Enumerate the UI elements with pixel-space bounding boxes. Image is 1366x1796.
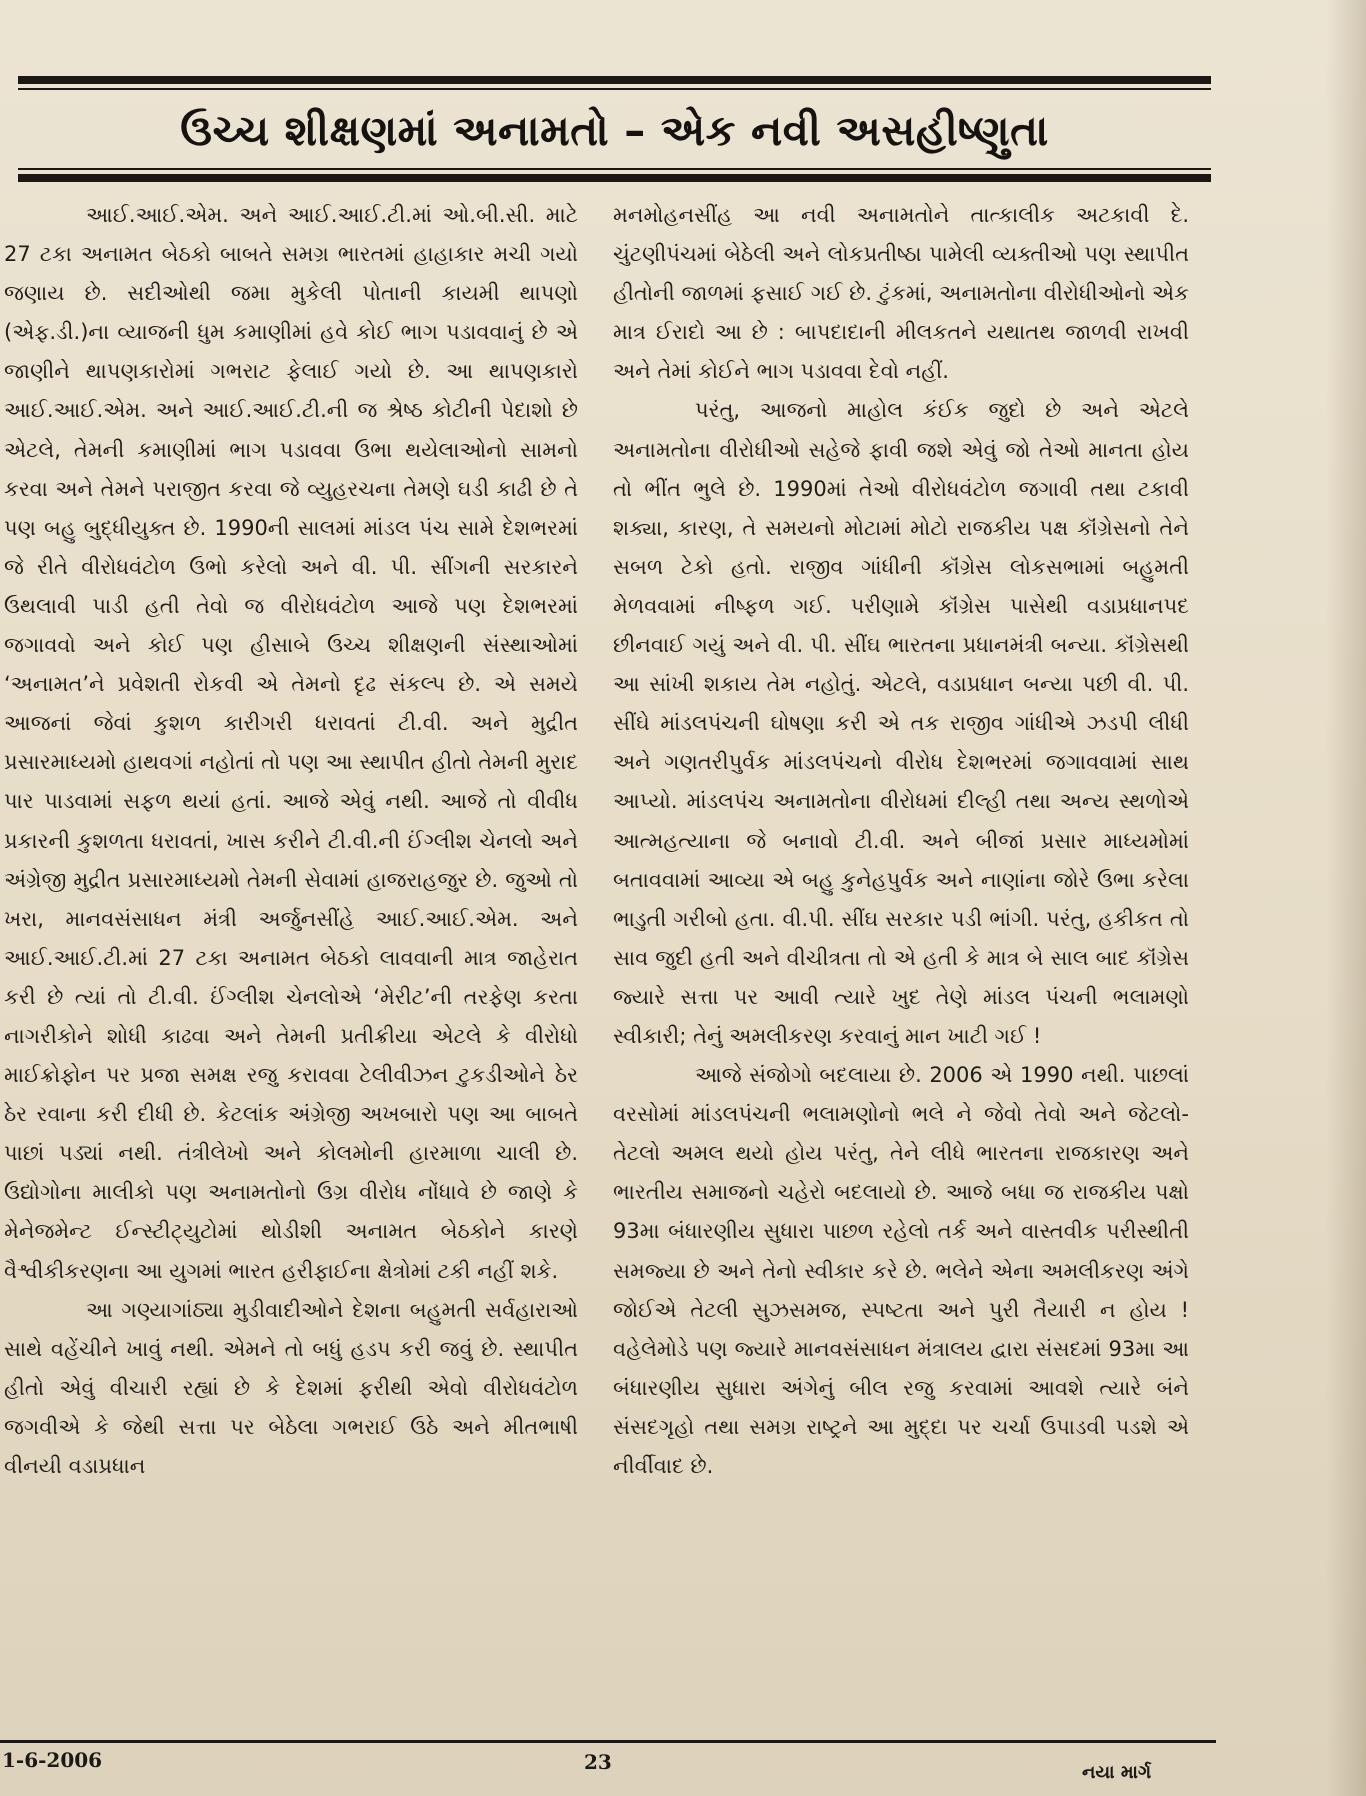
left-column bbox=[4, 196, 578, 1486]
right-paragraph-3: આજે સંજોગો બદલાયા છે. 2006 એ 1990 નથી. પાછલાં વરસોમાં માંડલપંચની ભલામણોનો ભલે ને જેવો તેવો અને જેટલો-તેટલો અમલ થયો હોય પરંતુ, તેને લીધે ભારતના રાજકારણ અને ભારતીય સમાજનો ચહેરો બદલાયો છે. આજે બધા જ રાજકીય પક્ષો 93મા બંધારણીય સુધારા પાછળ રહેલો તર્ક અને વાસ્તવીક પરીસ્થીતી સમજ્યા છે અને તેનો સ્વીકાર કરે છે. ભલેને એના અમલીકરણ અંગે જોઈએ તેટલી સુઝસમજ, સ્પષ્ટતા અને પુરી તૈયારી ન હોય ! વહેલેમોડે પણ જ્યારે માનવસંસાધન મંત્રાલય દ્વારા સંસદમાં 93મા આ બંધારણીય સુધારા અંગેનું બીલ રજુ કરવામાં આવશે ત્યારે બંને સંસદગૃહો તથા સમગ્ર રાષ્ટ્રને આ મુદ્દા પર ચર્ચા ઉપાડવી પડશે એ નીર્વીવાદ છે. bbox=[613, 1063, 1189, 1478]
left-paragraph-1: આઈ.આઈ.એમ. અને આઈ.આઈ.ટી.માં ઓ.બી.સી. માટે 27 ટકા અનામત બેઠકો બાબતે સમગ્ર ભારતમાં હાહાકાર મચી ગયો જણાય છે. સદીઓથી જમા મુકેલી પોતાની કાયમી થાપણો (એફ.ડી.)ના વ્યાજની ધુમ કમાણીમાં હવે કોઈ ભાગ પડાવવાનું છે એ જાણીને થાપણકારોમાં ગભરાટ ફેલાઈ ગયો છે. આ થાપણકારો આઈ.આઈ.એમ. અને આઈ.આઈ.ટી.ની જ શ્રેષ્ઠ કોટીની પેદાશો છે એટલે, તેમની કમાણીમાં ભાગ પડાવવા ઉભા થયેલાઓનો સામનો કરવા અને તેમને પરાજીત કરવા જે વ્યુહરચના તેમણે ઘડી કાઢી છે તે પણ બહુ બુદ્ધીયુક્ત છે. 1990ની સાલમાં માંડલ પંચ સામે દેશભરમાં જે રીતે વીરોધવંટોળ ઉભો કરેલો અને વી. પી. સીંગની સરકારને ઉથલાવી પાડી હતી તેવો જ વીરોધવંટોળ આજે પણ દેશભરમાં જગાવવો અને કોઈ પણ હીસાબે ઉચ્ચ શીક્ષણની સંસ્થાઓમાં ‘અનામત’ને પ્રવેશતી રોકવી એ તેમનો દૃઢ સંકલ્પ છે. એ સમયે આજનાં જેવાં કુશળ કારીગરી ધરાવતાં ટી.વી. અને મુદ્રીત પ્રસારમાધ્યમો હાથવગાં નહોતાં તો પણ આ સ્થાપીત હીતો તેમની મુરાદ પાર પાડવામાં સફળ થયાં હતાં. આજે એવું નથી. આજે તો વીવીધ પ્રકારની કુશળતા ધરાવતાં, ખાસ કરીને ટી.વી.ની ઈંગ્લીશ ચેનલો અને અંગ્રેજી મુદ્રીત પ્રસારમાધ્યમો તેમની સેવામાં હાજરાહજુર છે. જુઓ તો ખરા, માનવસંસાધન મંત્રી અર્જુનસીંહે આઈ.આઈ.એમ. અને આઈ.આઈ.ટી.માં 27 ટકા અનામત બેઠકો લાવવાની માત્ર જાહેરાત કરી છે ત્યાં તો ટી.વી. ઈંગ્લીશ ચેનલોએ ‘મેરીટ’ની તરફેણ કરતા નાગરીકોને શોધી કાઢવા અને તેમની પ્રતીક્રીયા એટલે કે વીરોધો માઈક્રોફોન પર પ્રજા સમક્ષ રજુ કરાવવા ટેલીવીઝન ટુકડીઓને ઠેર ઠેર રવાના કરી દીધી છે. કેટલાંક અંગ્રેજી અખબારો પણ આ બાબતે પાછાં પડ્યાં નથી. તંત્રીલેખો અને કોલમોની હારમાળા ચાલી છે. ઉદ્યોગોના માલીકો પણ અનામતોનો ઉગ્ર વીરોધ નોંધાવે છે જાણે કે મેનેજમેન્ટ ઈન્સ્ટીટ્યુટોમાં થોડીશી અનામત બેઠકોને કારણે વૈશ્વીકીકરણના આ યુગમાં ભારત હરીફાઈના ક્ષેત્રોમાં ટકી નહીં શકે. bbox=[4, 203, 578, 1283]
page-number: 23 bbox=[584, 1750, 612, 1774]
top-rule-thick bbox=[18, 76, 1211, 84]
footer-date: 1-6-2006 bbox=[2, 1748, 103, 1772]
magazine-name: નયા માર્ગ bbox=[1082, 1762, 1152, 1783]
top-rule-thin bbox=[18, 88, 1211, 90]
left-paragraph-2: આ ગણ્યાગાંઠ્યા મુડીવાદીઓને દેશના બહુમતી સર્વહારાઓ સાથે વહેંચીને ખાવું નથી. એમને તો બધું હડપ કરી જવું છે. સ્થાપીત હીતો એવું વીચારી રહ્યાં છે કે દેશમાં ફરીથી એવો વીરોધવંટોળ જગવીએ કે જેથી સત્તા પર બેઠેલા ગભરાઈ ઉઠે અને મીતભાષી વીનયી વડાપ્રધાન bbox=[4, 1297, 578, 1478]
right-paragraph-2: પરંતુ, આજનો માહોલ કંઈક જુદો છે અને એટલે અનામતોના વીરોધીઓ સહેજે ફાવી જશે એવું જો તેઓ માનતા હોય તો ભીંત ભુલે છે. 1990માં તેઓ વીરોધવંટોળ જગાવી તથા ટકાવી શક્યા, કારણ, તે સમયનો મોટામાં મોટો રાજકીય પક્ષ કૉંગ્રેસનો તેને સબળ ટેકો હતો. રાજીવ ગાંધીની કૉંગ્રેસ લોકસભામાં બહુમતી મેળવવામાં નીષ્ફળ ગઈ. પરીણામે કૉંગ્રેસ પાસેથી વડાપ્રધાનપદ છીનવાઈ ગયું અને વી. પી. સીંઘ ભારતના પ્રધાનમંત્રી બન્યા. કૉંગ્રેસથી આ સાંખી શકાય તેમ નહોતું. એટલે, વડાપ્રધાન બન્યા પછી વી. પી. સીંઘે માંડલપંચની ઘોષણા કરી એ તક રાજીવ ગાંધીએ ઝડપી લીધી અને ગણતરીપુર્વક માંડલપંચનો વીરોધ દેશભરમાં જગાવવામાં સાથ આપ્યો. માંડલપંચ અનામતોના વીરોધમાં દીલ્હી તથા અન્ય સ્થળોએ આત્મહત્યાના જે બનાવો ટી.વી. અને બીજાં પ્રસાર માધ્યમોમાં બતાવવામાં આવ્યા એ બહુ કુનેહપુર્વક અને નાણાંના જોરે ઉભા કરેલા ભાડુતી ગરીબો હતા. વી.પી. સીંઘ સરકાર પડી ભાંગી. પરંતુ, હકીકત તો સાવ જુદી હતી અને વીચીત્રતા તો એ હતી કે માત્ર બે સાલ બાદ કૉંગ્રેસ જ્યારે સત્તા પર આવી ત્યારે ખુદ તેણે માંડલ પંચની ભલામણો સ્વીકારી; તેનું અમલીકરણ કરવાનું માન ખાટી ગઈ ! bbox=[613, 398, 1189, 1048]
right-column bbox=[613, 196, 1189, 1486]
page-edge-shadow bbox=[1326, 0, 1366, 1796]
footer-rule bbox=[0, 1740, 1216, 1743]
headline-rule-thick bbox=[18, 174, 1211, 182]
article-headline: ઉચ્ચ શીક્ષણમાં અનામતો – એક નવી અસહીષ્ણુતા bbox=[180, 106, 1049, 155]
right-paragraph-1: મનમોહનસીંહ આ નવી અનામતોને તાત્કાલીક અટકાવી દે. ચુંટણીપંચમાં બેઠેલી અને લોકપ્રતીષ્ઠા પામેલી વ્યક્તીઓ પણ સ્થાપીત હીતોની જાળમાં ફસાઈ ગઈ છે. ટુંકમાં, અનામતોના વીરોધીઓનો એક માત્ર ઈરાદો આ છે : બાપદાદાની મીલકતને યથાતથ જાળવી રાખવી અને તેમાં કોઈને ભાગ પડાવવા દેવો નહીં. bbox=[613, 203, 1189, 384]
headline-rule-thin bbox=[18, 168, 1211, 170]
